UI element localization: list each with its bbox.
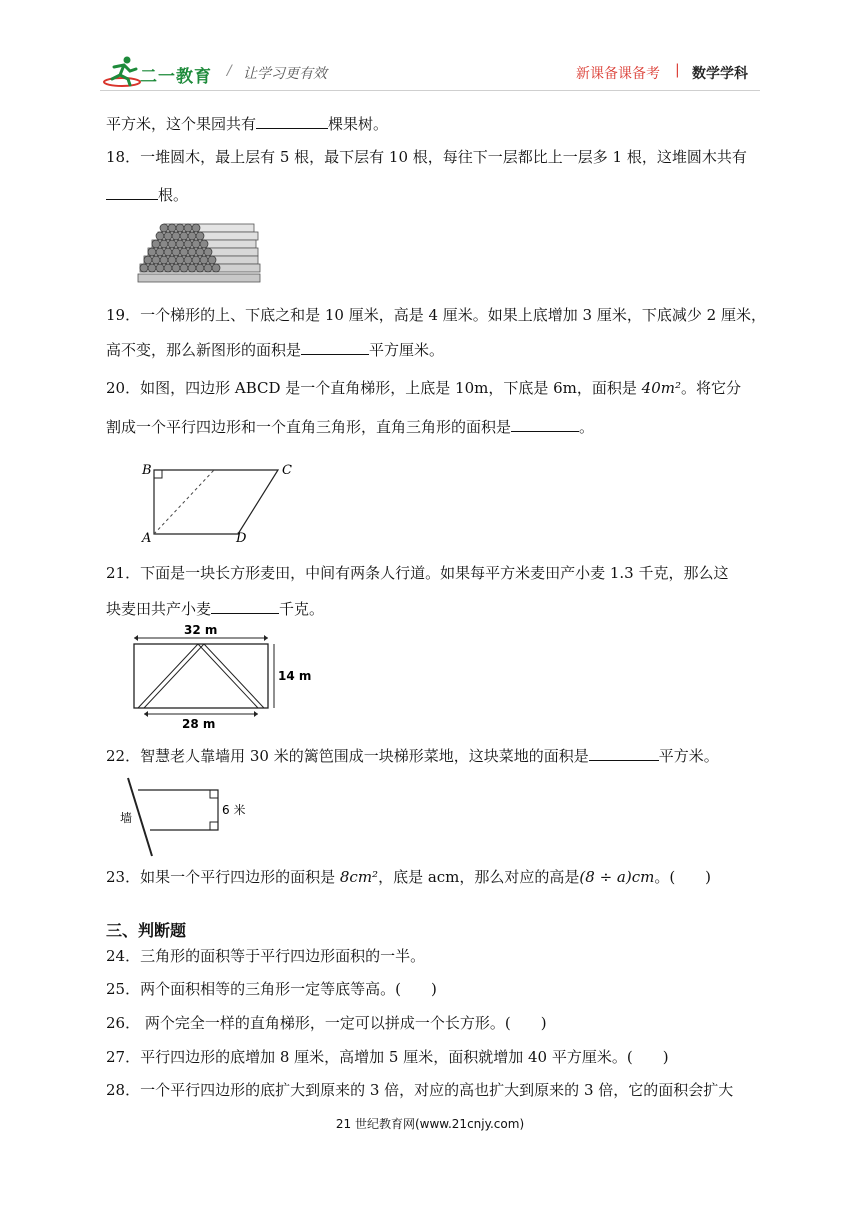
text: 27．平行四边形的底增加 8 厘米，高增加 5 厘米，面积就增加 40 平方厘米。( ) [106, 1048, 669, 1066]
text: 23．如果一个平行四边形的面积是 [106, 868, 336, 886]
q23-line1 [106, 867, 711, 887]
label-a: A [142, 531, 152, 546]
text: 。( ) [654, 868, 712, 886]
q26-line [106, 1013, 547, 1033]
header-rule [100, 90, 760, 91]
answer-blank[interactable] [256, 112, 328, 129]
label-c: C [282, 463, 292, 478]
text: 24．三角形的面积等于平行四边形面积的一半。 [106, 947, 426, 965]
q21-line1 [106, 563, 728, 583]
text: ，底是 acm，那么对应的高是 [378, 868, 580, 886]
text: 平方米，这个果园共有 [106, 115, 257, 133]
q25-line [106, 979, 437, 999]
text: 28．一个平行四边形的底扩大到原来的 3 倍，对应的高也扩大到原来的 3 倍，它的面积会扩大 [106, 1081, 734, 1099]
math-expression: 40m² [641, 379, 681, 397]
text: 26． 两个完全一样的直角梯形，一定可以拼成一个长方形。( ) [106, 1014, 547, 1032]
text: 19．一个梯形的上、下底之和是 10 厘米，高是 4 厘米。如果上底增加 3 厘米，下底减少 2 厘米， [106, 306, 766, 324]
answer-blank[interactable] [106, 183, 158, 200]
wheat-field-figure [128, 624, 318, 732]
wall-label: 墙 [120, 811, 133, 825]
header-separator: | [675, 62, 680, 78]
q20-line1 [106, 378, 741, 398]
label-b: B [142, 463, 152, 478]
q18-line1 [106, 147, 747, 167]
text: 21．下面是一块长方形麦田，中间有两条人行道。如果每平方米麦田产小麦 1.3 千克，那么这 [106, 564, 729, 582]
q28-line [106, 1080, 733, 1100]
q21-line2 [106, 597, 324, 619]
q17-continuation [106, 112, 388, 134]
wall-garden-figure [118, 774, 258, 860]
text: 平方米。 [658, 747, 719, 765]
q24-line [106, 946, 425, 966]
field-bottom-label: 28 m [182, 717, 216, 731]
label-d: D [236, 531, 247, 546]
text: 18．一堆圆木，最上层有 5 根，最下层有 10 根，每往下一层都比上一层多 1 根，这堆圆木共有 [106, 148, 747, 166]
text: 平方厘米。 [369, 341, 445, 359]
math-expression: (8 ÷ a)cm [579, 868, 655, 886]
logo-text: 二一教育 [140, 67, 212, 87]
answer-blank[interactable] [511, 415, 579, 432]
slogan: 让学习更有效 [243, 66, 327, 82]
slogan-slash: / [227, 63, 232, 79]
log-pile-figure [134, 218, 264, 286]
text: 割成一个平行四边形和一个直角三角形，直角三角形的面积是 [106, 418, 512, 436]
text: 根。 [158, 186, 189, 204]
section-heading: 三、判断题 [106, 921, 187, 940]
q18-line2 [106, 183, 188, 205]
q20-line2 [106, 415, 594, 437]
text: 块麦田共产小麦 [106, 600, 212, 618]
text: 棵果树。 [328, 115, 389, 133]
text: 高不变，那么新图形的面积是 [106, 341, 302, 359]
math-expression: 8cm² [339, 868, 379, 886]
header-right-left: 新课备课备考 [576, 66, 660, 82]
q19-line1 [106, 305, 766, 325]
text: 。 [579, 418, 595, 436]
text: 25．两个面积相等的三角形一定等底等高。( ) [106, 980, 437, 998]
text: 千克。 [279, 600, 325, 618]
field-top-label: 32 m [184, 624, 218, 637]
text: 20．如图，四边形 ABCD 是一个直角梯形，上底是 10m，下底是 6m，面积是 [106, 379, 637, 397]
trapezoid-figure [140, 458, 310, 546]
text: 。将它分 [681, 379, 742, 397]
height-label: 6 米 [222, 803, 246, 817]
answer-blank[interactable] [589, 744, 659, 761]
answer-blank[interactable] [301, 338, 369, 355]
field-side-label: 14 m [278, 669, 312, 683]
header-right-right: 数学学科 [692, 66, 748, 82]
text: 22．智慧老人靠墙用 30 米的篱笆围成一块梯形菜地，这块菜地的面积是 [106, 747, 589, 765]
logo-runner-icon [102, 55, 142, 89]
header [100, 55, 760, 91]
answer-blank[interactable] [211, 597, 279, 614]
footer: 21 世纪教育网(www.21cnjy.com) [335, 1117, 525, 1131]
q19-line2 [106, 338, 444, 360]
q22-line1 [106, 744, 719, 766]
q27-line [106, 1047, 669, 1067]
